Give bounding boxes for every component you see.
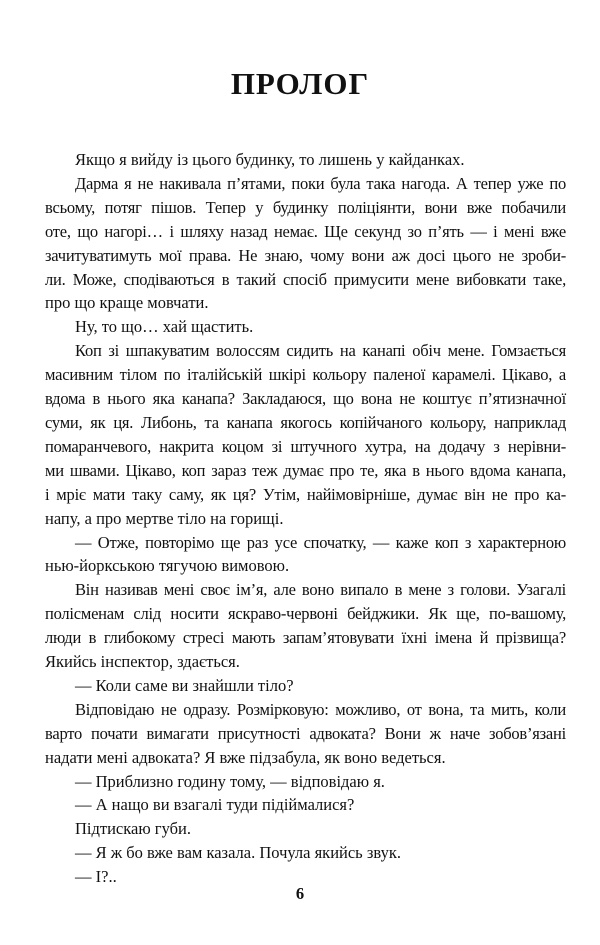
- text-line: — І?..: [75, 867, 117, 887]
- paragraph: [45, 698, 596, 770]
- text-line: напу, а про мертве тіло на горищі.: [45, 508, 284, 528]
- paragraph: [60, 770, 596, 794]
- text-line: Він називав мені своє ім’я, але воно випало в мене з голови. Узагалі: [75, 580, 566, 600]
- paragraph: [45, 172, 596, 315]
- paragraph: [45, 339, 596, 530]
- paragraph: [60, 148, 596, 172]
- text-line: всьому, потяг пішов. Тепер у будинку поліціянти, вони вже побачили: [45, 197, 566, 217]
- text-line: Підтискаю губи.: [75, 819, 191, 839]
- paragraph: [60, 315, 596, 339]
- text-line: Ну, то що… хай щастить.: [75, 317, 254, 337]
- text-line: надати мені адвоката? Я вже підзабула, як воно ведеться.: [45, 747, 446, 767]
- text-line: і мріє мати таку саму, як ця? Утім, найімовірніше, думає він не про ка-: [45, 484, 566, 504]
- paragraph: [60, 793, 596, 817]
- chapter-title: ПРОЛОГ: [230, 66, 370, 101]
- text-line: ли. Може, сподіваються в такий спосіб примусити мене вибовкати таке,: [45, 269, 566, 289]
- text-line: варто почати вимагати присутності адвоката? Вони ж наче зобов’язані: [45, 723, 566, 743]
- text-line: помаранчевого, накрита коцом зі штучного хутра, на додачу з нерівни-: [45, 436, 566, 456]
- text-line: — Я ж бо вже вам казала. Почула якийсь звук.: [75, 843, 401, 863]
- text-line: масивним тілом по італійській шкірі кольору паленої карамелі. Цікаво, а: [45, 365, 566, 385]
- text-line: — Приблизно годину тому, — відповідаю я.: [75, 771, 385, 791]
- paragraph: [60, 674, 596, 698]
- paragraph: [60, 841, 596, 865]
- paragraph: [45, 578, 596, 674]
- page-number: 6: [295, 884, 305, 903]
- text-line: ми швами. Цікаво, коп зараз теж думає про те, яка в нього вдома канапа,: [45, 460, 566, 480]
- text-line: зачитуватимуть мої права. Не знаю, чому вони аж досі цього не зроби-: [45, 245, 566, 265]
- paragraph: [45, 531, 596, 579]
- text-line: оте, що нагорі… і шляху назад немає. Ще секунд зо п’ять — і мені вже: [45, 221, 566, 241]
- paragraph: [60, 817, 596, 841]
- text-line: про що краще мовчати.: [45, 293, 209, 313]
- text-line: — Отже, повторімо ще раз усе спочатку, — каже коп з характерною: [75, 532, 566, 552]
- text-line: вдома в нього яка канапа? Закладаюся, що вона не коштує п’ятизначної: [45, 389, 566, 409]
- text-line: люди в глибокому стресі мають запам’ятовувати їхні імена й прізвища?: [45, 628, 566, 648]
- text-line: — Коли саме ви знайшли тіло?: [75, 675, 294, 695]
- text-line: суми, як ця. Либонь, та канапа якогось копійчаного кольору, наприклад: [45, 412, 566, 432]
- text-line: нью-йоркською тягучою вимовою.: [45, 556, 290, 576]
- text-line: Якщо я вийду із цього будинку, то лишень у кайданках.: [75, 150, 465, 169]
- text-line: Якийсь інспектор, здається.: [45, 652, 240, 672]
- text-line: Коп зі шпакуватим волоссям сидить на канапі обіч мене. Гомзається: [75, 341, 566, 361]
- text-line: Відповідаю не одразу. Розмірковую: можливо, от вона, та мить, коли: [75, 699, 566, 719]
- text-line: Дарма я не накивала п’ятами, поки була така нагода. А тепер уже по: [75, 173, 566, 193]
- chapter-body: [45, 148, 596, 889]
- text-line: полісменам слід носити яскраво-червоні бейджики. Як ще, по-вашому,: [45, 604, 566, 624]
- text-line: — А нащо ви взагалі туди підіймалися?: [75, 795, 355, 815]
